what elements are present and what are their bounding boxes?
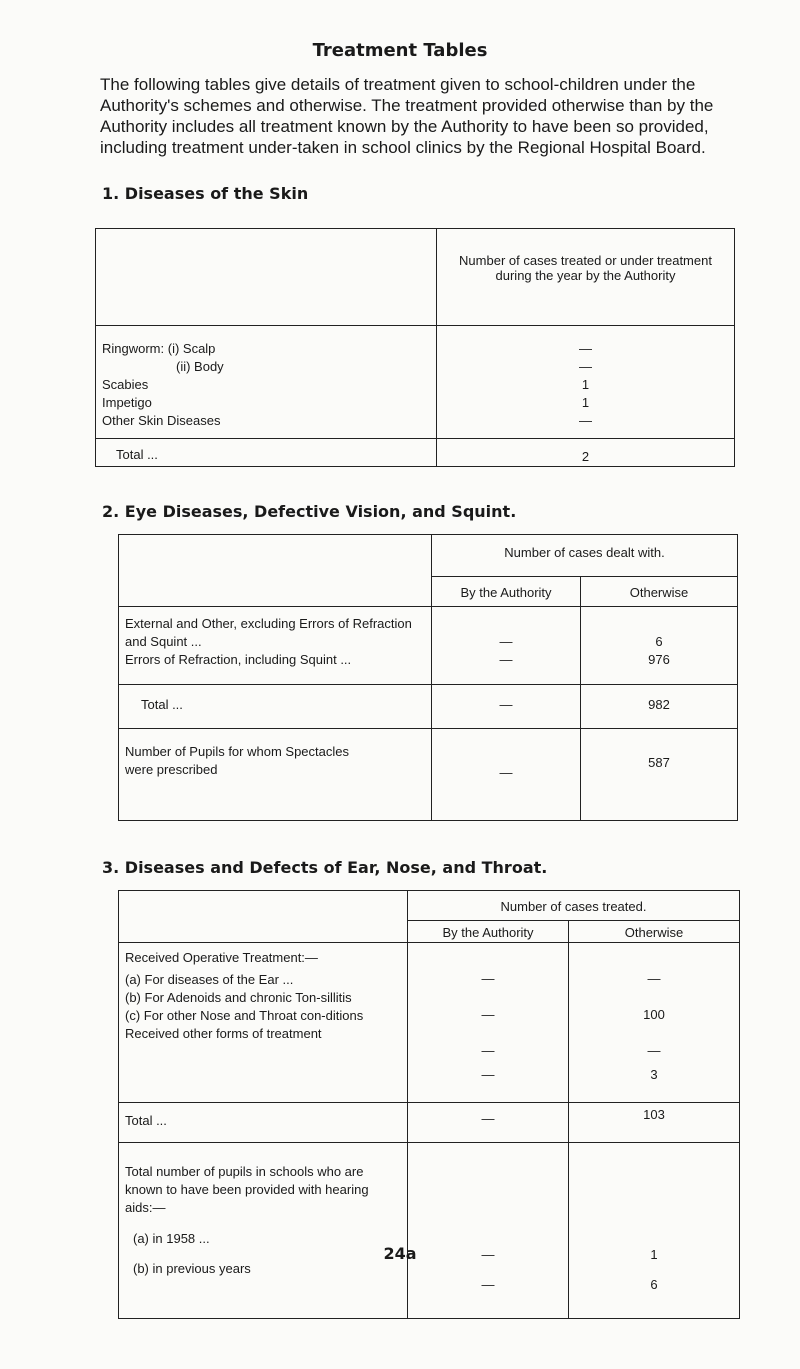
table1-total-value: 2 [437, 439, 735, 467]
table2-col-authority: By the Authority [432, 577, 581, 607]
table2-spectacles-otherwise: 587 [581, 729, 738, 821]
table2-row-value: — [499, 634, 513, 649]
table3-row-label: Received other forms of treatment [125, 1026, 322, 1041]
table1-row-label: Impetigo [102, 395, 152, 410]
table2-heading: 2. Eye Diseases, Defective Vision, and Squint. [102, 502, 517, 521]
eye-diseases-table [118, 534, 738, 821]
table2-spectacles-text: Number of Pupils for whom Spectacles were prescribed [125, 744, 349, 777]
table3-hearing-otherwise [569, 1143, 740, 1319]
table2-row-value: 976 [648, 652, 670, 667]
table3-hearing-cell [119, 1143, 408, 1319]
table3-total-otherwise: 103 [569, 1103, 740, 1143]
page-number: 24a [383, 1244, 417, 1263]
table3-hearing-authority [408, 1143, 569, 1319]
table2-spectacles-authority: — [432, 729, 581, 821]
table3-section-label: Received Operative Treatment:— [125, 950, 318, 965]
table3-col-authority: By the Authority [408, 921, 569, 943]
table2-header: Number of cases dealt with. [432, 535, 738, 577]
table2-row-label: Errors of Refraction, including Squint ... [125, 652, 352, 667]
table3-row-label: (a) For diseases of the Ear ... [125, 972, 294, 987]
table2-authority-values [432, 607, 581, 685]
table3-hearing-row-label: (b) in previous years [133, 1261, 251, 1276]
table1-corner-cell [96, 229, 437, 326]
table2-row-value: 6 [655, 634, 663, 649]
table2-otherwise-values [581, 607, 738, 685]
table3-hearing-value: 6 [650, 1277, 658, 1292]
table3-corner-cell [119, 891, 408, 943]
skin-diseases-table [95, 228, 735, 467]
table3-total-label: Total ... [119, 1103, 408, 1143]
table2-total-label: Total ... [119, 685, 432, 729]
table1-row-value: — [579, 359, 592, 374]
table1-labels-cell [96, 326, 437, 439]
table3-heading: 3. Diseases and Defects of Ear, Nose, and Throat. [102, 858, 548, 877]
table3-authority-values [408, 943, 569, 1103]
table1-row-label: (ii) Body [176, 359, 224, 374]
table2-row-label: External and Other, excluding Errors of Refraction and Squint ... [125, 616, 412, 649]
table1-row-value: 1 [581, 395, 590, 410]
page-title: Treatment Tables [312, 40, 488, 61]
table2-labels-cell [119, 607, 432, 685]
table3-row-value: — [481, 971, 495, 986]
table3-hearing-label: Total number of pupils in schools who are known to have been provided with hearing aids:— [125, 1164, 369, 1215]
table1-row-label: Ringworm: (i) Scalp [102, 341, 216, 356]
table2-spectacles-label [119, 729, 432, 821]
table2-col-otherwise: Otherwise [581, 577, 738, 607]
table1-values-cell [437, 326, 735, 439]
table3-row-value: — [481, 1007, 495, 1022]
table1-header-text: Number of cases treated or under treatment during the year by the Authority [459, 253, 712, 283]
table3-row-value: 3 [650, 1067, 658, 1082]
table3-col-otherwise: Otherwise [569, 921, 740, 943]
table3-row-value: 100 [643, 1007, 665, 1022]
table3-row-value: — [481, 1067, 495, 1082]
table3-hearing-row-label: (a) in 1958 ... [133, 1231, 210, 1246]
table1-row-label: Other Skin Diseases [102, 413, 221, 428]
table2-row-value: — [499, 652, 513, 667]
table3-row-label: (c) For other Nose and Throat con-ditions [125, 1008, 364, 1023]
table3-otherwise-values [569, 943, 740, 1103]
table3-row-label: (b) For Adenoids and chronic Ton-sillitis [125, 990, 352, 1005]
table1-total-label: Total ... [96, 439, 437, 467]
table2-total-otherwise: 982 [581, 685, 738, 729]
table1-heading: 1. Diseases of the Skin [102, 184, 309, 203]
table3-total-authority: — [408, 1103, 569, 1143]
table3-hearing-value: — [481, 1247, 495, 1262]
table1-row-label: Scabies [102, 377, 149, 392]
table3-header: Number of cases treated. [408, 891, 740, 921]
table3-hearing-value: 1 [650, 1247, 658, 1262]
table1-row-value: — [579, 341, 592, 356]
table1-header [437, 229, 735, 326]
table3-row-value: — [647, 971, 661, 986]
table2-corner-cell [119, 535, 432, 607]
table1-row-value: 1 [581, 377, 590, 392]
table1-row-value: — [579, 413, 592, 428]
table3-row-value: — [647, 1043, 661, 1058]
table3-hearing-value: — [481, 1277, 495, 1292]
table3-labels-cell [119, 943, 408, 1103]
intro-paragraph: The following tables give details of treatment given to school-children under the Authority's schemes and otherwise. The treatment provided otherwise than by the Authority includes all treatment known by the Authority to have been so provided, including treatment under-taken in school clinics by the Regional Hospital Board. [100, 75, 714, 157]
table3-row-value: — [481, 1043, 495, 1058]
table2-total-authority: — [432, 685, 581, 729]
